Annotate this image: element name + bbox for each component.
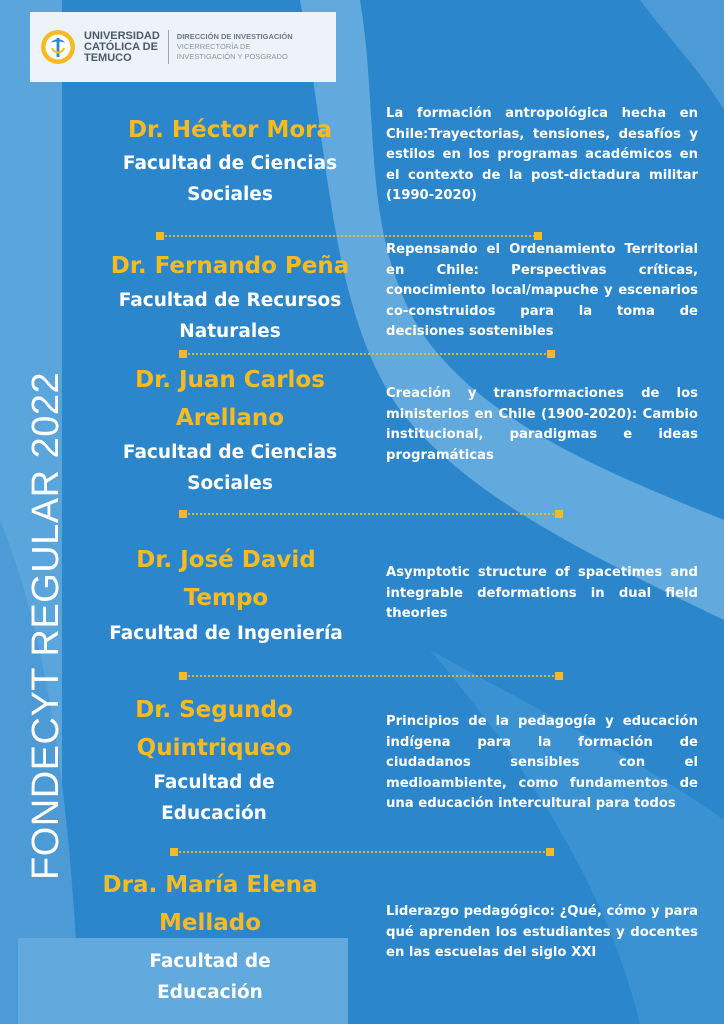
researcher-faculty: Facultad de Recursos Naturales [118,290,342,342]
researcher-faculty: Facultad de Ingeniería [109,623,343,644]
researcher-name: Dr. José David Tempo [136,547,316,611]
divider-end-marker [179,350,187,358]
university-crest-icon [40,29,76,65]
researcher-name: Dr. Fernando Peña [110,253,350,279]
researcher-name: Dr. Segundo Quintriqueo [135,697,293,761]
side-title: FONDECYT REGULAR 2022 [25,371,67,880]
dotted-divider [164,235,534,237]
researcher-faculty: Facultad de Educación [153,772,275,824]
divider-end-marker [547,350,555,358]
dotted-divider [187,513,555,515]
divider-end-marker [179,510,187,518]
researcher-faculty: Facultad de Ciencias Sociales [122,153,338,205]
project-title: La formación antropológica hecha en Chile:Trayectorias, tensiones, desafíos y estilos en los programas académicos en el contexto de la post-dictadura militar (1990-2020) [386,106,698,204]
dotted-divider [187,675,555,677]
logo [30,12,336,82]
divider-end-marker [546,848,554,856]
project-title: Creación y transformaciones de los ministerios en Chile (1900-2020): Cambio institucional, paradigmas e ideas programáticas [386,386,698,463]
project-title: Liderazgo pedagógico: ¿Qué, cómo y para qué aprenden los estudiantes y docentes en las escuelas del siglo XXI [386,904,698,961]
researcher-faculty: Facultad de Ciencias Sociales [122,442,338,494]
divider-end-marker [170,848,178,856]
project-title: Principios de la pedagogía y educación indígena para la formación de ciudadanos sensibles con el medioambiente, como fundamentos de una educación intercultural para todos [386,714,698,812]
project-title: Repensando el Ordenamiento Territorial en Chile: Perspectivas críticas, conocimiento local/mapuche y escenarios co-construidos para la toma de decisiones sostenibles [386,242,698,340]
dotted-divider [187,353,547,355]
divider-end-marker [156,232,164,240]
divider-end-marker [179,672,187,680]
logo-department: DIRECCIÓN DE INVESTIGACIÓN VICERRECTORÍA DE INVESTIGACIÓN Y POSGRADO [176,32,293,61]
researcher-name: Dr. Héctor Mora [127,117,333,143]
researcher-faculty: Facultad de Educación [149,951,271,1003]
divider-end-marker [534,232,542,240]
project-title: Asymptotic structure of spacetimes and integrable deformations in dual field theories [386,565,698,622]
logo-separator [168,30,169,64]
logo-university-name: UNIVERSIDAD CATÓLICA DE TEMUCO [84,29,160,64]
dotted-divider [178,851,546,853]
researcher-name: Dra. María Elena Mellado [102,872,318,936]
divider-end-marker [555,672,563,680]
divider-end-marker [555,510,563,518]
researcher-name: Dr. Juan Carlos Arellano [135,367,325,431]
